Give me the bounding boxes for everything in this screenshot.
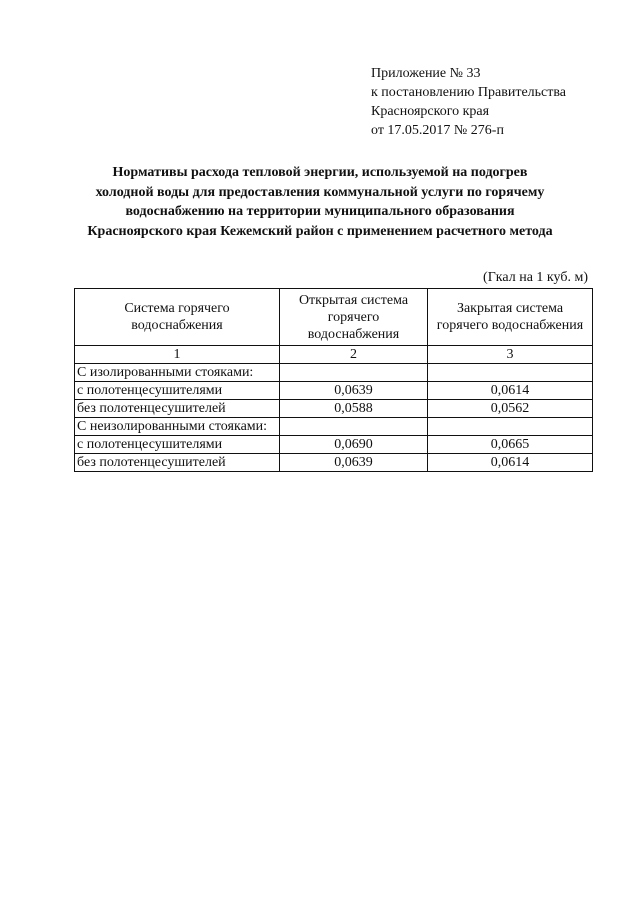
column-number-1: 1	[75, 346, 280, 364]
closed-system-value	[428, 364, 593, 382]
table-row	[75, 436, 593, 454]
row-label: без полотенцесушителей	[75, 400, 280, 418]
closed-system-value: 0,0665	[428, 436, 593, 454]
closed-system-value: 0,0614	[428, 454, 593, 472]
title-line-2: холодной воды для предоставления коммунальной услуги по горячему	[95, 184, 545, 200]
table-row	[75, 382, 593, 400]
norms-table	[74, 288, 593, 472]
table-row	[75, 400, 593, 418]
table-header-row	[75, 289, 593, 346]
appendix-date-number: от 17.05.2017 № 276-п	[371, 123, 504, 138]
appendix-reference	[371, 64, 566, 140]
row-label: без полотенцесушителей	[75, 454, 280, 472]
header-closed-system: Закрытая система горячего водоснабжения	[428, 289, 593, 346]
open-system-value: 0,0588	[280, 400, 428, 418]
row-label: С изолированными стояками:	[75, 364, 280, 382]
column-number-row	[75, 346, 593, 364]
open-system-value	[280, 364, 428, 382]
title-line-3: водоснабжению на территории муниципального образования	[125, 204, 515, 219]
table-row	[75, 364, 593, 382]
title-line-1: Нормативы расхода тепловой энергии, используемой на подогрев	[112, 165, 528, 180]
closed-system-value: 0,0614	[428, 382, 593, 400]
closed-system-value: 0,0562	[428, 400, 593, 418]
open-system-value	[280, 418, 428, 436]
column-number-3: 3	[428, 346, 593, 364]
open-system-value: 0,0639	[280, 454, 428, 472]
header-open-system: Открытая система горячего водоснабжения	[280, 289, 428, 346]
appendix-number: Приложение № 33	[371, 66, 481, 81]
appendix-resolution: к постановлению Правительства	[371, 85, 567, 100]
column-number-2: 2	[280, 346, 428, 364]
open-system-value: 0,0639	[280, 382, 428, 400]
title-line-4: Красноярского края Кежемский район с применением расчетного метода	[87, 223, 553, 239]
row-label: с полотенцесушителями	[75, 436, 280, 454]
table-row	[75, 418, 593, 436]
row-label: С неизолированными стояками:	[75, 418, 280, 436]
table-row	[75, 454, 593, 472]
row-label: с полотенцесушителями	[75, 382, 280, 400]
document-title	[40, 163, 600, 241]
open-system-value: 0,0690	[280, 436, 428, 454]
closed-system-value	[428, 418, 593, 436]
header-system: Система горячего водоснабжения	[75, 289, 280, 346]
units-note: (Гкал на 1 куб. м)	[483, 270, 588, 285]
appendix-region: Красноярского края	[371, 104, 490, 119]
